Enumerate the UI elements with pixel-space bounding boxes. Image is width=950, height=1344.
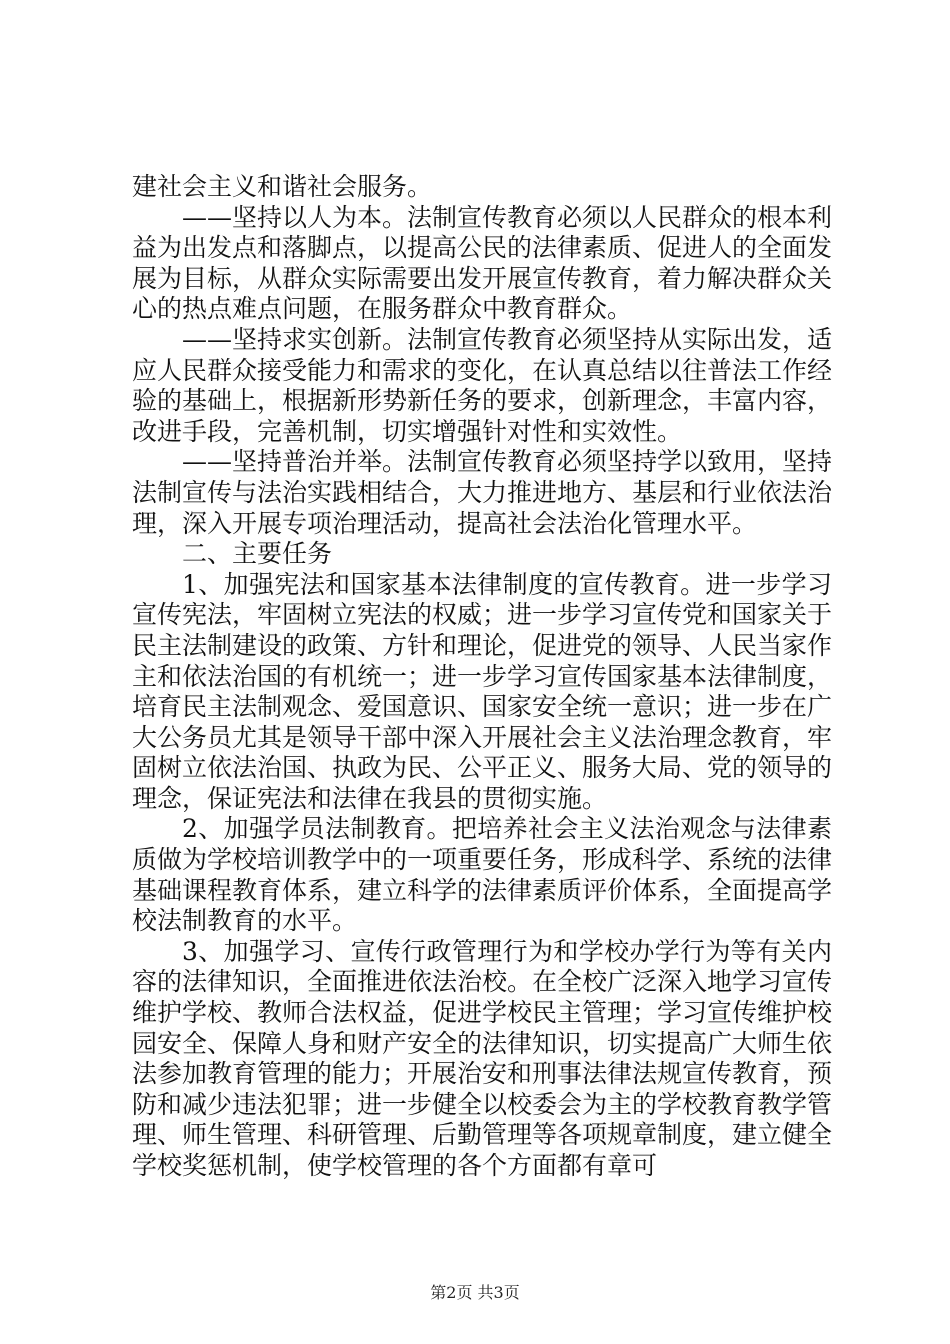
paragraph-task-1: 1、加强宪法和国家基本法律制度的宣传教育。进一步学习宣传宪法，牢固树立宪法的权威；进一步学习宣传党和国家关于民主法制建设的政策、方针和理论，促进党的领导、人民当家作主和依法治国的有机统一；进一步学习宣传国家基本法律制度，培育民主法制观念、爱国意识、国家安全统一意识；进一步在广大公务员尤其是领导干部中深入开展社会主义法治理念教育，牢固树立依法治国、执政为民、公平正义、服务大局、党的领导的理念，保证宪法和法律在我县的贯彻实施。 <box>132 569 833 813</box>
paragraph-task-2: 2、加强学员法制教育。把培养社会主义法治观念与法律素质做为学校培训教学中的一项重要任务，形成科学、系统的法律基础课程教育体系，建立科学的法律素质评价体系，全面提高学校法制教育的水平。 <box>132 814 833 936</box>
paragraph-1: 建社会主义和谐社会服务。 <box>132 172 433 201</box>
page-footer <box>0 1280 950 1303</box>
paragraph-4: ——坚持普治并举。法制宣传教育必须坚持学以致用，坚持法制宣传与法治实践相结合，大力推进地方、基层和行业依法治理，深入开展专项治理活动，提高社会法治化管理水平。 <box>132 447 833 538</box>
paragraph-3: ——坚持求实创新。法制宣传教育必须坚持从实际出发，适应人民群众接受能力和需求的变化，在认真总结以往普法工作经验的基础上，根据新形势新任务的要求，创新理念，丰富内容，改进手段，完善机制，切实增强针对性和实效性。 <box>132 324 833 446</box>
page-number-label: 第2页 共3页 <box>430 1283 520 1302</box>
section-heading: 二、主要任务 <box>182 539 333 569</box>
document-body <box>132 172 832 1182</box>
paragraph-2: ——坚持以人为本。法制宣传教育必须以人民群众的根本利益为出发点和落脚点，以提高公民的法律素质、促进人的全面发展为目标，从群众实际需要出发开展宣传教育，着力解决群众关心的热点难点问题，在服务群众中教育群众。 <box>132 202 833 324</box>
paragraph-task-3: 3、加强学习、宣传行政管理行为和学校办学行为等有关内容的法律知识，全面推进依法治校。在全校广泛深入地学习宣传维护学校、教师合法权益，促进学校民主管理；学习宣传维护校园安全、保障人身和财产安全的法律知识，切实提高广大师生依法参加教育管理的能力；开展治安和刑事法律法规宣传教育，预防和减少违法犯罪；进一步健全以校委会为主的学校教育教学管理、师生管理、科研管理、后勤管理等各项规章制度，建立健全学校奖惩机制，使学校管理的各个方面都有章可 <box>132 936 833 1180</box>
